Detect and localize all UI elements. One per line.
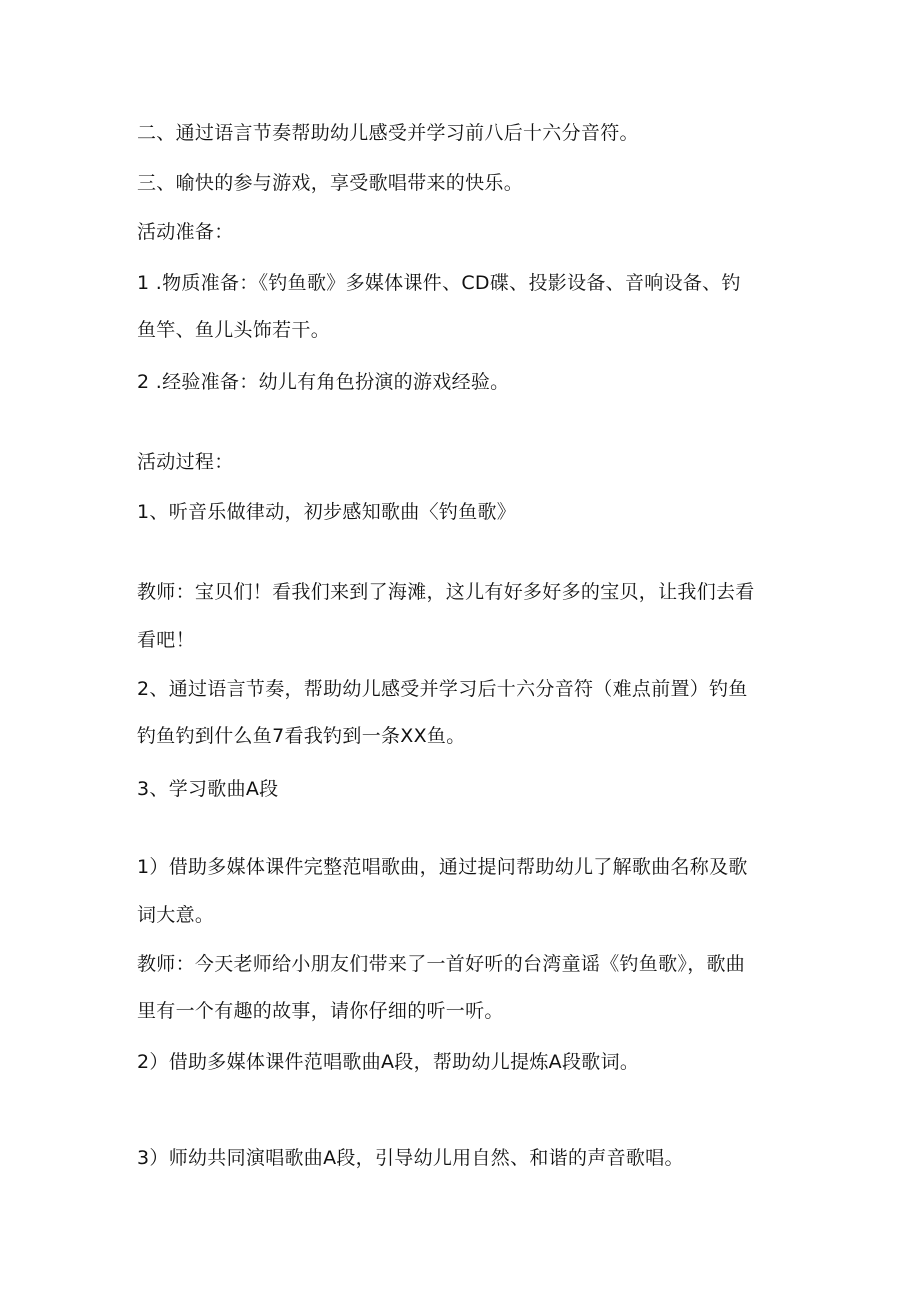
- substep-3: 3）师幼共同演唱歌曲A段，引导幼儿用自然、和谐的声音歌唱。: [137, 1147, 684, 1169]
- substep-1-line-1: 1）借助多媒体课件完整范唱歌曲，通过提问帮助幼儿了解歌曲名称及歌: [137, 856, 748, 878]
- material-preparation-line-1: 1 .物质准备：《钓鱼歌》多媒体课件、CD碟、投影设备、音响设备、钓: [137, 272, 741, 294]
- section-heading-preparation: 活动准备：: [137, 221, 234, 243]
- teacher-speech-2-line-1: 教师：今天老师给小朋友们带来了一首好听的台湾童谣《钓鱼歌》，歌曲: [137, 953, 746, 975]
- substep-2: 2）借助多媒体课件范唱歌曲A段，帮助幼儿提炼A段歌词。: [137, 1051, 640, 1073]
- step-1: 1、听音乐做律动，初步感知歌曲〈钓鱼歌》: [137, 501, 517, 523]
- teacher-speech-2-line-2: 里有一个有趣的故事，请你仔细的听一听。: [137, 1000, 504, 1022]
- experience-preparation: 2 .经验准备：幼儿有角色扮演的游戏经验。: [137, 371, 510, 393]
- objective-3: 三、喻快的参与游戏，享受歌唱带来的快乐。: [137, 172, 524, 194]
- step-2-line-2: 钓鱼钓到什么鱼7看我钓到一条XX鱼。: [137, 725, 466, 747]
- teacher-speech-1-line-2: 看吧！: [137, 629, 195, 651]
- material-preparation-line-2: 鱼竿、鱼儿头饰若干。: [137, 319, 331, 341]
- step-2-line-1: 2、通过语言节奏，帮助幼儿感受并学习后十六分音符（难点前置）钓鱼: [137, 678, 748, 700]
- teacher-speech-1-line-1: 教师：宝贝们！看我们来到了海滩，这儿有好多好多的宝贝，让我们去看: [137, 581, 755, 603]
- objective-2: 二、通过语言节奏帮助幼儿感受并学习前八后十六分音符。: [137, 122, 639, 144]
- step-3: 3、学习歌曲A段: [137, 778, 279, 800]
- substep-1-line-2: 词大意。: [137, 904, 215, 926]
- section-heading-process: 活动过程：: [137, 451, 234, 473]
